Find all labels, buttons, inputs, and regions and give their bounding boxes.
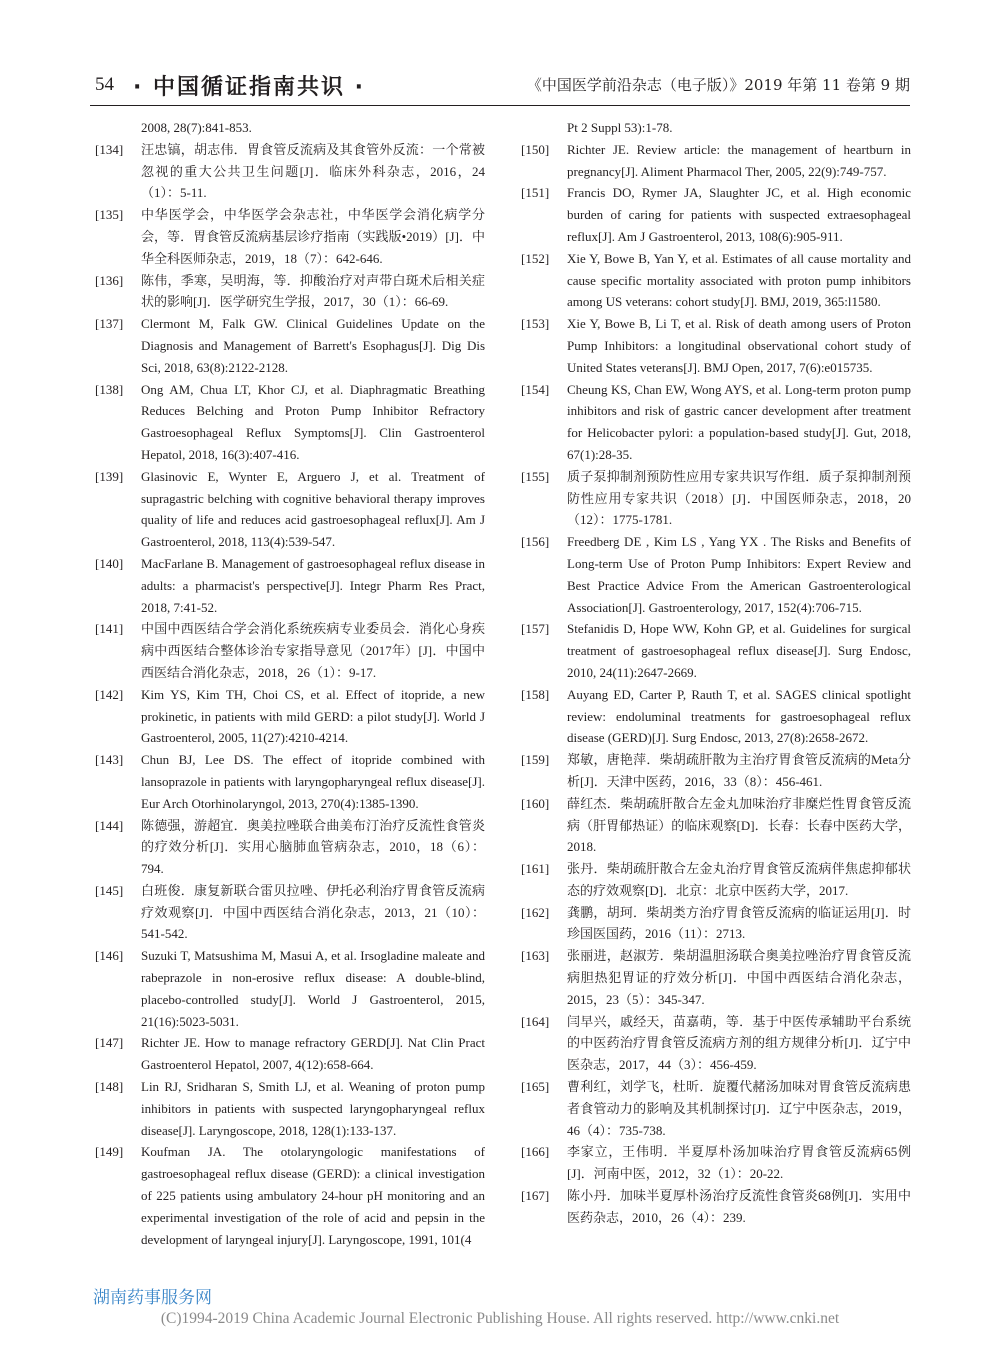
reference-number: [163] (521, 948, 550, 964)
reference-number: [161] (521, 861, 550, 877)
reference-entry (95, 1032, 485, 1076)
reference-text: 中华医学会，中华医学会杂志社，中华医学会消化病学分会，等．胃食管反流病基层诊疗指南（实践版•2019）[J]．中华全科医师杂志，2019，18（7）：642-646. (141, 207, 485, 266)
reference-column-left (95, 117, 485, 1250)
reference-text: 张丽进，赵淑芳．柴胡温胆汤联合奥美拉唑治疗胃食管反流病胆热犯胃证的疗效分析[J]．中国中西医结合消化杂志，2015，23（5）：345-347. (567, 948, 911, 1007)
reference-entry (521, 139, 911, 183)
reference-text: 白班俊．康复新联合雷贝拉唑、伊托必利治疗胃食管反流病疗效观察[J]．中国中西医结合消化杂志，2013，21（10）：541-542. (141, 882, 485, 942)
reference-entry (521, 248, 911, 313)
reference-number: [136] (95, 272, 124, 288)
watermark-text: 湖南药事服务网 (93, 1288, 212, 1308)
reference-entry (521, 1076, 911, 1141)
page-number: 54 (95, 74, 114, 95)
reference-number: [145] (95, 882, 124, 898)
reference-text: Kim YS, Kim TH, Choi CS, et al. Effect of itopride, a new prokinetic, in patients with mild GERD: a pilot study[J]. World J Gastroenterol, 2005, 11(27):4210-4214. (141, 686, 485, 746)
reference-number: [154] (521, 381, 550, 397)
reference-entry (521, 858, 911, 902)
reference-number: [143] (95, 752, 124, 768)
reference-number: [164] (521, 1013, 550, 1029)
reference-number: [158] (521, 686, 550, 702)
reference-entry (521, 1141, 911, 1185)
reference-text: 张丹．柴胡疏肝散合左金丸治疗胃食管反流病伴焦虑抑郁状态的疗效观察[D]．北京：北京中医药大学，2017. (567, 861, 911, 898)
reference-number: [152] (521, 250, 550, 266)
reference-entry (95, 1076, 485, 1141)
reference-entry (95, 684, 485, 749)
reference-number: [148] (95, 1079, 124, 1095)
reference-text: Xie Y, Bowe B, Yan Y, et al. Estimates of all cause mortality and cause specific mortality associated with proton pump inhibitors among US veterans: cohort study[J]. BMJ, 2019, 365:l1580. (567, 250, 911, 310)
journal-info: 《中国医学前沿杂志（电子版）》2019 年第 11 卷第 9 期 (526, 76, 910, 94)
reference-number: [165] (521, 1079, 550, 1095)
reference-text: 中国中西医结合学会消化系统疾病专业委员会．消化心身疾病中西医结合整体诊治专家指导意见（2017年）[J]．中国中西医结合消化杂志，2018，26（1）：9-17. (141, 621, 485, 680)
reference-number: [155] (521, 468, 550, 484)
reference-text: Lin RJ, Sridharan S, Smith LJ, et al. Weaning of proton pump inhibitors in patients with suspected laryngopharyngeal reflux disease[J]. Laryngoscope, 2018, 128(1):133-137. (141, 1079, 485, 1138)
reference-entry (521, 684, 911, 749)
reference-number: [139] (95, 468, 124, 484)
reference-entry (95, 139, 485, 204)
section-title: · 中国循证指南共识 · (133, 75, 366, 100)
reference-text: 陈伟，季寒，吴明海，等．抑酸治疗对声带白斑术后相关症状的影响[J]．医学研究生学报，2017，30（1）：66-69. (141, 272, 485, 310)
reference-number: [138] (95, 381, 124, 397)
reference-entry (521, 182, 911, 247)
reference-entry (521, 749, 911, 793)
reference-text: 闫早兴，戚经天，苗嘉萌，等．基于中医传承辅助平台系统的中医药治疗胃食管反流病方剂的组方规律分析[J]．辽宁中医杂志，2017，44（3）：456-459. (567, 1013, 911, 1073)
reference-number: [157] (521, 621, 550, 637)
reference-entry (521, 466, 911, 531)
reference-text: Chun BJ, Lee DS. The effect of itopride combined with lansoprazole in patients with laryngopharyngeal reflux disease[J]. Eur Arch Otorhinolaryngol, 2013, 270(4):1385-1390. (141, 752, 485, 811)
reference-number: [156] (521, 534, 550, 550)
reference-entry (95, 466, 485, 553)
reference-text: 曹利红，刘学飞，杜昕．旋覆代赭汤加味对胃食管反流病患者食管动力的影响及其机制探讨[J]．辽宁中医杂志，2019，46（4）：735-738. (567, 1079, 911, 1138)
reference-text: 陈德强，游超宜．奥美拉唑联合曲美布汀治疗反流性食管炎的疗效分析[J]．实用心脑肺血管病杂志，2010，18（6）：794. (141, 817, 485, 877)
reference-text: Suzuki T, Matsushima M, Masui A, et al. Irsogladine maleate and rabeprazole in non-erosive reflux disease: A double-blind, placebo-controlled study[J]. World J Gastroenterol, 2015, 21(16):5023-5031. (141, 948, 485, 1029)
reference-entry (521, 313, 911, 378)
reference-text: 质子泵抑制剂预防性应用专家共识写作组．质子泵抑制剂预防性应用专家共识（2018）[J]．中国医师杂志，2018，20（12）：1775-1781. (567, 468, 911, 528)
reference-entry (521, 379, 911, 466)
reference-entry (95, 117, 485, 139)
reference-number: [141] (95, 621, 124, 637)
reference-number: [166] (521, 1144, 550, 1160)
reference-entry (95, 270, 485, 314)
reference-text: Clermont M, Falk GW. Clinical Guidelines Update on the Diagnosis and Management of Barrett's Esophagus[J]. Dig Dis Sci, 2018, 63(8):2122-2128. (141, 316, 485, 375)
reference-entry (95, 945, 485, 1032)
reference-entry (521, 1185, 911, 1229)
reference-entry (95, 749, 485, 814)
reference-entry (521, 618, 911, 683)
reference-text: 陈小丹．加味半夏厚朴汤治疗反流性食管炎68例[J]．实用中医药杂志，2010，26（4）：239. (567, 1188, 911, 1225)
header-rule (90, 105, 910, 106)
reference-number: [142] (95, 686, 124, 702)
reference-number: [167] (521, 1188, 550, 1204)
reference-number: [135] (95, 207, 124, 223)
reference-entry (521, 531, 911, 618)
reference-text: Richter JE. Review article: the management of heartburn in pregnancy[J]. Aliment Pharmacol Ther, 2005, 22(9):749-757. (567, 141, 911, 179)
copyright-footer: (C)1994-2019 China Academic Journal Electronic Publishing House. All rights reserved. http://www.cnki.net (160, 1310, 840, 1327)
reference-column-right (521, 117, 911, 1229)
reference-entry (95, 553, 485, 618)
reference-entry (95, 204, 485, 269)
reference-number: [160] (521, 795, 550, 811)
reference-text: 李家立，王伟明．半夏厚朴汤加味治疗胃食管反流病65例[J]．河南中医，2012，32（1）：20-22. (567, 1144, 911, 1182)
reference-number: [159] (521, 752, 550, 768)
reference-number: [134] (95, 141, 124, 157)
reference-entry (95, 1141, 485, 1250)
reference-text: Glasinovic E, Wynter E, Arguero J, et al. Treatment of supragastric belching with cognitive behavioral therapy improves quality of life and reduces acid gastroesophageal reflux[J]. Am J Gastroenterol, 2018, 113(4):539-547. (141, 468, 485, 550)
reference-number: [140] (95, 555, 124, 571)
reference-number: [150] (521, 141, 550, 157)
reference-text: Stefanidis D, Hope WW, Kohn GP, et al. Guidelines for surgical treatment of gastroesophageal reflux disease[J]. Surg Endosc, 2010, 24(11):2647-2669. (567, 621, 911, 680)
reference-number: [151] (521, 185, 550, 201)
reference-text: Freedberg DE , Kim LS , Yang YX . The Risks and Benefits of Long-term Use of Proton Pump Inhibitors: Expert Review and Best Practice Advice From the American Gastroenterological Association[J]. Gastroenterology, 2017, 152(4):706-715. (567, 534, 911, 615)
reference-number: [146] (95, 948, 124, 964)
reference-number: [144] (95, 817, 124, 833)
reference-text: 龚鹏，胡珂．柴胡类方治疗胃食管反流病的临证运用[J]．时珍国医国药，2016（11）：2713. (567, 904, 911, 942)
reference-text: 2008, 28(7):841-853. (141, 120, 252, 135)
reference-text: Ong AM, Chua LT, Khor CJ, et al. Diaphragmatic Breathing Reduces Belching and Proton Pump Inhibitor Refractory Gastroesophageal Reflux Symptoms[J]. Clin Gastroenterol Hepatol, 2018, 16(3):407-416. (141, 381, 485, 462)
reference-entry (95, 880, 485, 945)
reference-entry (95, 618, 485, 683)
reference-text: Auyang ED, Carter P, Rauth T, et al. SAGES clinical spotlight review: endoluminal treatments for gastroesophageal reflux disease (GERD)[J]. Surg Endosc, 2013, 27(8):2658-2672. (567, 686, 911, 746)
reference-text: Koufman JA. The otolaryngologic manifestations of gastroesophageal reflux disease (GERD): a clinical investigation of 225 patients using ambulatory 24-hour pH monitoring and an experimental investigation of the role of acid and pepsin in the development of laryngeal injury[J]. Laryngoscope, 1991, 101(4 (141, 1144, 485, 1247)
reference-text: Richter JE. How to manage refractory GERD[J]. Nat Clin Pract Gastroenterol Hepatol, 2007, 4(12):658-664. (141, 1035, 485, 1073)
reference-number: [147] (95, 1035, 124, 1051)
reference-entry (95, 815, 485, 880)
reference-text: Francis DO, Rymer JA, Slaughter JC, et al. High economic burden of caring for patients with suspected extraesophageal reflux[J]. Am J Gastroenterol, 2013, 108(6):905-911. (567, 185, 911, 244)
reference-text: 郑敏，唐艳萍．柴胡疏肝散为主治疗胃食管反流病的Meta分析[J]．天津中医药，2016，33（8）：456-461. (567, 752, 911, 789)
reference-entry (521, 117, 911, 139)
reference-number: [162] (521, 904, 550, 920)
reference-text: Cheung KS, Chan EW, Wong AYS, et al. Long-term proton pump inhibitors and risk of gastric cancer development after treatment for Helicobacter pylori: a population-based study[J]. Gut, 2018, 67(1):28-35. (567, 381, 911, 462)
reference-entry (95, 313, 485, 378)
reference-entry (521, 902, 911, 946)
reference-text: MacFarlane B. Management of gastroesophageal reflux disease in adults: a pharmacist's perspective[J]. Integr Pharm Res Pract, 2018, 7:41-52. (141, 555, 485, 615)
reference-text: Xie Y, Bowe B, Li T, et al. Risk of death among users of Proton Pump Inhibitors: a longitudinal observational cohort study of United States veterans[J]. BMJ Open, 2017, 7(6):e015735. (567, 316, 911, 375)
reference-entry (521, 945, 911, 1010)
reference-number: [153] (521, 316, 550, 332)
reference-number: [137] (95, 316, 124, 332)
reference-entry (521, 1011, 911, 1076)
reference-text: 汪忠镐，胡志伟．胃食管反流病及其食管外反流：一个常被忽视的重大公共卫生问题[J]．临床外科杂志，2016，24（1）：5-11. (141, 141, 485, 201)
reference-text: 薛红杰．柴胡疏肝散合左金丸加味治疗非糜烂性胃食管反流病（肝胃郁热证）的临床观察[D]．长春：长春中医药大学，2018. (567, 795, 911, 855)
reference-entry (95, 379, 485, 466)
reference-entry (521, 793, 911, 858)
page-header (95, 70, 910, 102)
reference-number: [149] (95, 1144, 124, 1160)
reference-text: Pt 2 Suppl 53):1-78. (567, 120, 673, 135)
